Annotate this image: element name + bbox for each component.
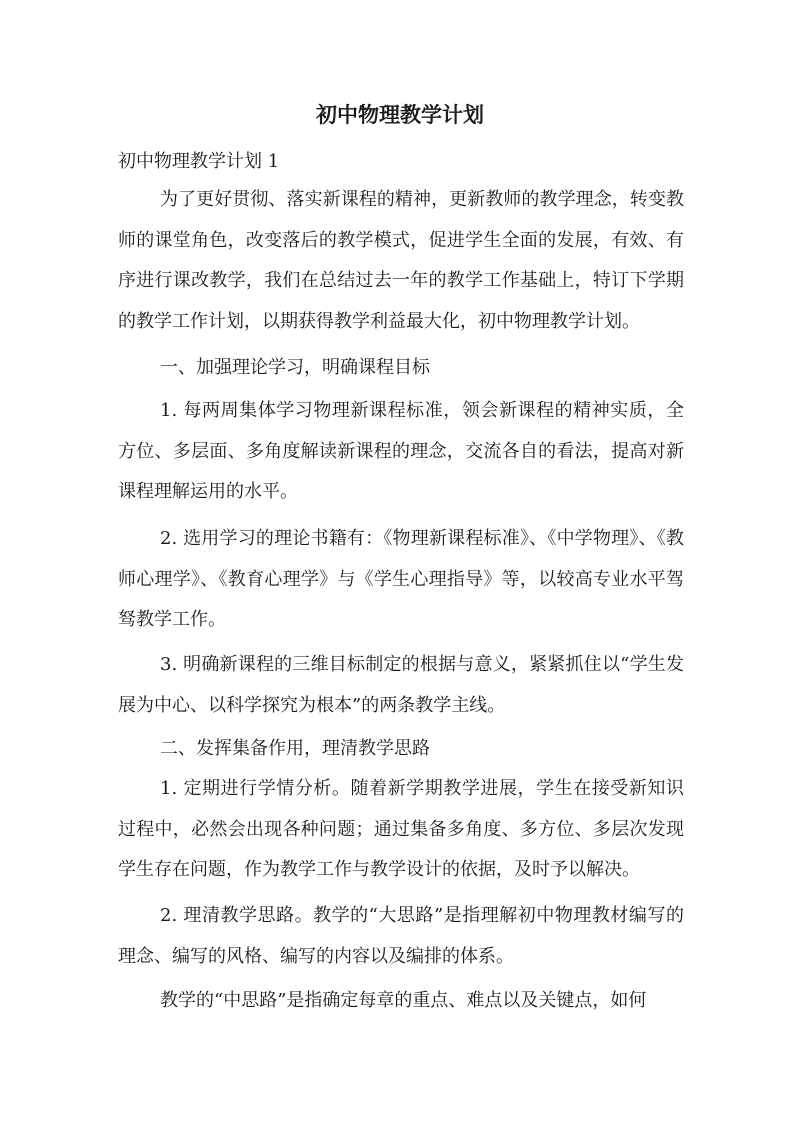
paragraph-1-3: 3. 明确新课程的三维目标制定的根据与意义，紧紧抓住以“学生发展为中心、以科学探究为根本”的两条教学主线。: [118, 654, 684, 716]
paragraph-2-2: 2. 理清教学思路。教学的“大思路”是指理解初中物理教材编写的理念、编写的风格、编写的内容以及编排的体系。: [118, 905, 684, 967]
intro-paragraph: 为了更好贯彻、落实新课程的精神，更新教师的教学理念，转变教师的课堂角色，改变落后的教学模式，促进学生全面的发展，有效、有序进行课改教学，我们在总结过去一年的教学工作基础上，特订下学期的教学工作计划，以期获得教学利益最大化，初中物理教学计划。: [118, 189, 684, 332]
paragraph-2-3: 教学的“中思路”是指确定每章的重点、难点以及关键点，如何: [160, 990, 647, 1011]
section-heading-1: 一、加强理论学习，明确课程目标: [160, 357, 430, 378]
paragraph-2-1: 1. 定期进行学情分析。随着新学期教学进展，学生在接受新知识过程中，必然会出现各种问题；通过集备多角度、多方位、多层次发现学生存在问题，作为教学工作与教学设计的依据，及时予以解决。: [118, 778, 684, 880]
section-heading-2: 二、发挥集备作用，理清教学思路: [160, 738, 430, 759]
paragraph-1-1: 1. 每两周集体学习物理新课程标准，领会新课程的精神实质，全方位、多层面、多角度解读新课程的理念，交流各自的看法，提高对新课程理解运用的水平。: [118, 400, 684, 502]
document-subtitle: 初中物理教学计划 1: [118, 151, 280, 172]
paragraph-1-2: 2. 选用学习的理论书籍有：《物理新课程标准》、《中学物理》、《教师心理学》、《教育心理学》与《学生心理指导》等，以较高专业水平驾驽教学工作。: [118, 528, 684, 630]
document-title: 初中物理教学计划: [316, 102, 484, 127]
